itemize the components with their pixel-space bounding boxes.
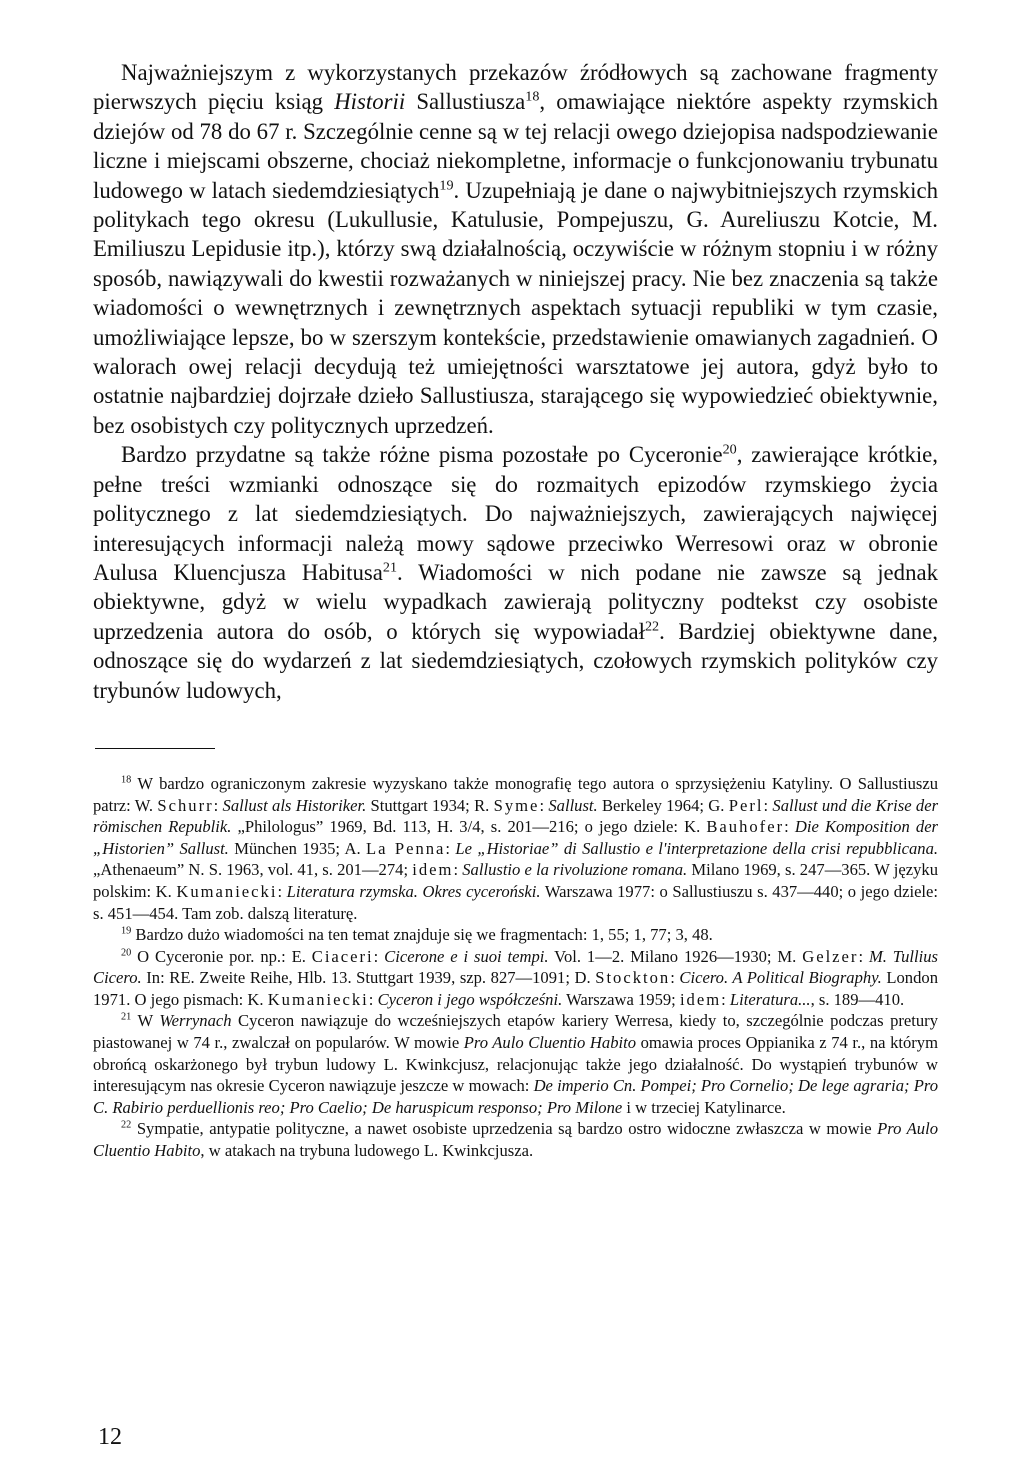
footnote-22: $^{22}$ Sympatie, antypatie polityczne, a nawet osobiste uprzedzenia są bardzo ostro widoczne zwłaszcza w mowie Pro Aulo Cluentio Habito, w atakach na trybuna ludowego L. Kwinkcjusza. xyxy=(93,1119,938,1161)
footnote-20: $^{20}$ O Cyceronie por. np.: E. Ciaceri: Cicerone e i suoi tempi. Vol. 1—2. Milano 1926—1930; M. Gelzer: M. Tullius Cicero. In: RE. Zweite Reihe, Hlb. 13. Stuttgart 1939, szp. 827—1091; D. Stockton: Cicero. A Political Biography. London 1971. O jego pismach: K. Kumaniecki: Cyceron i jego współcześni. Warszawa 1959; idem: Literatura..., s. 189—410. xyxy=(93,946,938,1009)
footnotes xyxy=(93,773,938,1162)
footnote-18: $^{18}$ W bardzo ograniczonym zakresie wyzyskano także monografię tego autora o sprzysiężeniu Katyliny. O Sallustiuszu patrz: W. Schurr: Sallust als Historiker. Stuttgart 1934; R. Syme: Sallust. Berkeley 1964; G. Perl: Sallust und die Krise der römischen Republik. „Philologus” 1969, Bd. 113, H. 3/4, s. 201—216; o jego dziele: K. Bauhofer: Die Komposition der „Historien” Sallust. München 1935; A. La Penna: Le „Historiae” di Sallustio e l'interpretazione della crisi repubblicana. „Athenaeum” N. S. 1963, vol. 41, s. 201—274; idem: Sallustio e la rivoluzione romana. Milano 1969, s. 247—365. W języku polskim: K. Kumaniecki: Literatura rzymska. Okres cyceroński. Warszawa 1977: o Sallustiuszu s. 437—440; o jego dziele: s. 451—454. Tam zob. dalszą literaturę. xyxy=(93,773,939,923)
page-content xyxy=(93,58,938,1162)
footnote-19: $^{19}$ Bardzo dużo wiadomości na ten temat znajduje się we fragmentach: 1, 55; 1, 77; 3, 48. xyxy=(121,925,713,945)
footnote-separator xyxy=(95,748,215,749)
paragraph-sources-sallust: Najważniejszym z wykorzystanych przekazów źródłowych są zachowane fragmenty pierwszych pięciu ksiąg Historii Sallustiusza$^{18}$, omawiające niektóre aspekty rzymskich dziejów od 78 do 67 r. Szczególnie cenne są w tej relacji owego dziejopisa nadspodziewanie liczne i miejscami obszerne, chociaż niekompletne, informacje o funkcjonowaniu trybunatu ludowego w latach siedemdziesiątych$^{19}$. Uzupełniają je dane o najwybitniejszych rzymskich politykach tego okresu (Lukullusie, Katulusie, Pompejuszu, G. Aureliuszu Kotcie, M. Emiliuszu Lepidusie itp.), którzy swą działalnością, oczywiście w różnym stopniu i w różny sposób, nawiązywali do kwestii rozważanych w niniejszej pracy. Nie bez znaczenia są także wiadomości o wewnętrznych i zewnętrznych aspektach sytuacji republiki w tym czasie, umożliwiające lepsze, bo w szerszym kontekście, przedstawienie omawianych zagadnień. O walorach owej relacji decydują też umiejętności warsztatowe jej autora, gdyż było to ostatnie najbardziej dojrzałe dzieło Sallustiusza, starającego się wypowiedzieć obiektywnie, bez osobistych czy politycznych uprzedzeń. xyxy=(93,60,939,438)
paragraph-sources-cicero: Bardzo przydatne są także różne pisma pozostałe po Cyceronie$^{20}$, zawierające krótkie, pełne treści wzmianki odnoszące się do rozmaitych epizodów rzymskiego życia politycznego z lat siedemdziesiątych. Do najważniejszych, zawierających najwięcej interesujących informacji należą mowy sądowe przeciwko Werresowi oraz w obronie Aulusa Kluencjusza Habitusa$^{21}$. Wiadomości w nich podane nie zawsze są jednak obiektywne, gdyż w wielu wypadkach zawierają polityczny podtekst czy osobiste uprzedzenia autora do osób, o których się wypowiadał$^{22}$. Bardziej obiektywne dane, odnoszące się do wydarzeń z lat siedemdziesiątych, czołowych rzymskich polityków czy trybunów ludowych, xyxy=(93,441,939,703)
main-text xyxy=(93,58,938,705)
page-number: 12 xyxy=(98,1424,122,1450)
footnote-21: $^{21}$ W Werrynach Cyceron nawiązuje do wcześniejszych etapów kariery Werresa, kiedy to, szczególnie podczas pretury piastowanej w 74 r., zwalczał on popularów. W mowie Pro Aulo Cluentio Habito omawia proces Oppianika z 74 r., na którym obrońcą oskarżonego był trybun ludowy L. Kwinkcjusz, relacjonując także jego działalność. Do wystąpień trybunów w interesującym nas okresie Cyceron nawiązuje jeszcze w mowach: De imperio Cn. Pompei; Pro Cornelio; De lege agraria; Pro C. Rabirio perduellionis reo; Pro Caelio; De haruspicum responso; Pro Milone i w trzeciej Katylinarce. xyxy=(93,1011,939,1117)
